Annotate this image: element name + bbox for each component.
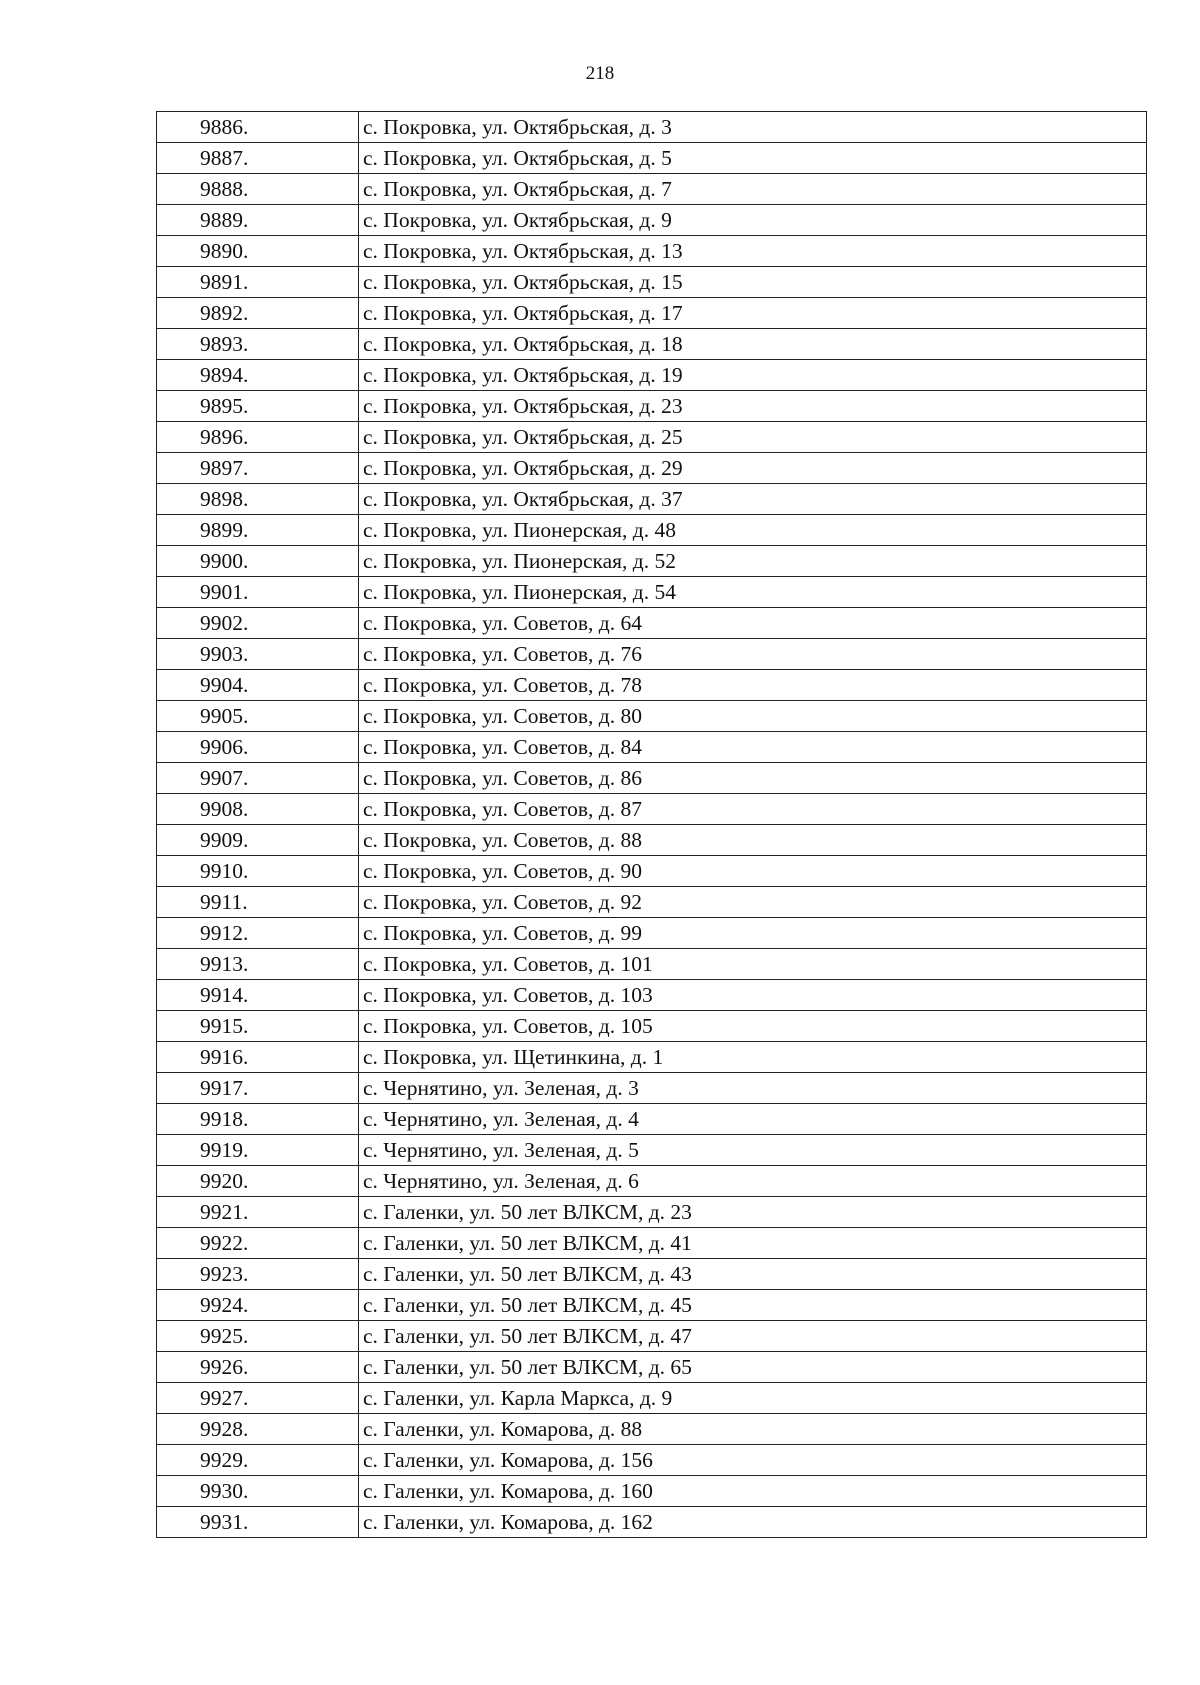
row-number-cell: 9913.: [157, 949, 359, 980]
row-number-cell: 9898.: [157, 484, 359, 515]
row-number-cell: 9908.: [157, 794, 359, 825]
address-cell: с. Покровка, ул. Советов, д. 99: [359, 918, 1147, 949]
row-number-cell: 9905.: [157, 701, 359, 732]
address-cell: с. Покровка, ул. Пионерская, д. 52: [359, 546, 1147, 577]
address-cell: с. Галенки, ул. Комарова, д. 160: [359, 1476, 1147, 1507]
row-number-cell: 9902.: [157, 608, 359, 639]
row-number-cell: 9931.: [157, 1507, 359, 1538]
address-cell: с. Галенки, ул. 50 лет ВЛКСМ, д. 41: [359, 1228, 1147, 1259]
row-number-cell: 9894.: [157, 360, 359, 391]
row-number-cell: 9890.: [157, 236, 359, 267]
row-number-cell: 9892.: [157, 298, 359, 329]
table-row: [157, 608, 1147, 639]
row-number-cell: 9919.: [157, 1135, 359, 1166]
address-cell: с. Покровка, ул. Советов, д. 64: [359, 608, 1147, 639]
address-cell: с. Галенки, ул. Комарова, д. 156: [359, 1445, 1147, 1476]
address-table-body: [157, 112, 1147, 1538]
table-row: [157, 1135, 1147, 1166]
table-row: [157, 360, 1147, 391]
table-row: [157, 484, 1147, 515]
row-number-cell: 9923.: [157, 1259, 359, 1290]
address-cell: с. Галенки, ул. 50 лет ВЛКСМ, д. 45: [359, 1290, 1147, 1321]
row-number-cell: 9918.: [157, 1104, 359, 1135]
address-cell: с. Покровка, ул. Советов, д. 103: [359, 980, 1147, 1011]
address-cell: с. Покровка, ул. Советов, д. 105: [359, 1011, 1147, 1042]
table-row: [157, 143, 1147, 174]
address-cell: с. Покровка, ул. Октябрьская, д. 18: [359, 329, 1147, 360]
row-number-cell: 9904.: [157, 670, 359, 701]
row-number-cell: 9888.: [157, 174, 359, 205]
address-cell: с. Покровка, ул. Октябрьская, д. 5: [359, 143, 1147, 174]
table-row: [157, 112, 1147, 143]
row-number-cell: 9907.: [157, 763, 359, 794]
address-cell: с. Покровка, ул. Октябрьская, д. 17: [359, 298, 1147, 329]
row-number-cell: 9930.: [157, 1476, 359, 1507]
address-cell: с. Покровка, ул. Советов, д. 101: [359, 949, 1147, 980]
row-number-cell: 9906.: [157, 732, 359, 763]
row-number-cell: 9896.: [157, 422, 359, 453]
row-number-cell: 9927.: [157, 1383, 359, 1414]
address-cell: с. Чернятино, ул. Зеленая, д. 3: [359, 1073, 1147, 1104]
row-number-cell: 9900.: [157, 546, 359, 577]
table-row: [157, 732, 1147, 763]
address-cell: с. Покровка, ул. Октябрьская, д. 9: [359, 205, 1147, 236]
table-row: [157, 1352, 1147, 1383]
table-row: [157, 763, 1147, 794]
row-number-cell: 9914.: [157, 980, 359, 1011]
row-number-cell: 9886.: [157, 112, 359, 143]
table-row: [157, 825, 1147, 856]
table-row: [157, 1011, 1147, 1042]
table-row: [157, 453, 1147, 484]
table-row: [157, 1414, 1147, 1445]
address-cell: с. Покровка, ул. Октябрьская, д. 37: [359, 484, 1147, 515]
address-cell: с. Покровка, ул. Пионерская, д. 48: [359, 515, 1147, 546]
row-number-cell: 9917.: [157, 1073, 359, 1104]
address-cell: с. Покровка, ул. Пионерская, д. 54: [359, 577, 1147, 608]
table-row: [157, 1476, 1147, 1507]
row-number-cell: 9920.: [157, 1166, 359, 1197]
table-row: [157, 236, 1147, 267]
row-number-cell: 9926.: [157, 1352, 359, 1383]
table-row: [157, 1507, 1147, 1538]
address-cell: с. Покровка, ул. Советов, д. 86: [359, 763, 1147, 794]
table-row: [157, 1228, 1147, 1259]
table-row: [157, 329, 1147, 360]
row-number-cell: 9921.: [157, 1197, 359, 1228]
table-row: [157, 391, 1147, 422]
table-row: [157, 918, 1147, 949]
table-row: [157, 1383, 1147, 1414]
address-cell: с. Галенки, ул. 50 лет ВЛКСМ, д. 43: [359, 1259, 1147, 1290]
row-number-cell: 9895.: [157, 391, 359, 422]
row-number-cell: 9887.: [157, 143, 359, 174]
table-row: [157, 298, 1147, 329]
address-cell: с. Покровка, ул. Советов, д. 88: [359, 825, 1147, 856]
table-row: [157, 174, 1147, 205]
row-number-cell: 9915.: [157, 1011, 359, 1042]
table-row: [157, 887, 1147, 918]
table-row: [157, 1166, 1147, 1197]
address-cell: с. Чернятино, ул. Зеленая, д. 5: [359, 1135, 1147, 1166]
row-number-cell: 9891.: [157, 267, 359, 298]
table-row: [157, 1104, 1147, 1135]
table-row: [157, 1073, 1147, 1104]
address-cell: с. Чернятино, ул. Зеленая, д. 6: [359, 1166, 1147, 1197]
row-number-cell: 9911.: [157, 887, 359, 918]
address-cell: с. Покровка, ул. Советов, д. 76: [359, 639, 1147, 670]
table-row: [157, 701, 1147, 732]
address-cell: с. Галенки, ул. Комарова, д. 88: [359, 1414, 1147, 1445]
address-cell: с. Покровка, ул. Советов, д. 84: [359, 732, 1147, 763]
address-cell: с. Покровка, ул. Советов, д. 90: [359, 856, 1147, 887]
table-row: [157, 1445, 1147, 1476]
address-cell: с. Галенки, ул. Карла Маркса, д. 9: [359, 1383, 1147, 1414]
table-row: [157, 1321, 1147, 1352]
row-number-cell: 9903.: [157, 639, 359, 670]
table-row: [157, 949, 1147, 980]
table-row: [157, 980, 1147, 1011]
table-row: [157, 577, 1147, 608]
row-number-cell: 9893.: [157, 329, 359, 360]
table-row: [157, 639, 1147, 670]
address-cell: с. Покровка, ул. Щетинкина, д. 1: [359, 1042, 1147, 1073]
row-number-cell: 9889.: [157, 205, 359, 236]
table-row: [157, 1197, 1147, 1228]
address-cell: с. Галенки, ул. Комарова, д. 162: [359, 1507, 1147, 1538]
table-row: [157, 856, 1147, 887]
address-cell: с. Покровка, ул. Октябрьская, д. 23: [359, 391, 1147, 422]
row-number-cell: 9924.: [157, 1290, 359, 1321]
address-table: [156, 111, 1147, 1538]
table-row: [157, 1290, 1147, 1321]
row-number-cell: 9912.: [157, 918, 359, 949]
table-row: [157, 794, 1147, 825]
row-number-cell: 9925.: [157, 1321, 359, 1352]
address-cell: с. Покровка, ул. Октябрьская, д. 19: [359, 360, 1147, 391]
row-number-cell: 9916.: [157, 1042, 359, 1073]
address-cell: с. Покровка, ул. Октябрьская, д. 7: [359, 174, 1147, 205]
table-row: [157, 422, 1147, 453]
row-number-cell: 9910.: [157, 856, 359, 887]
address-cell: с. Галенки, ул. 50 лет ВЛКСМ, д. 65: [359, 1352, 1147, 1383]
table-row: [157, 515, 1147, 546]
table-row: [157, 205, 1147, 236]
address-cell: с. Галенки, ул. 50 лет ВЛКСМ, д. 23: [359, 1197, 1147, 1228]
address-cell: с. Покровка, ул. Октябрьская, д. 15: [359, 267, 1147, 298]
row-number-cell: 9909.: [157, 825, 359, 856]
address-cell: с. Покровка, ул. Советов, д. 80: [359, 701, 1147, 732]
row-number-cell: 9899.: [157, 515, 359, 546]
address-cell: с. Покровка, ул. Советов, д. 87: [359, 794, 1147, 825]
table-row: [157, 546, 1147, 577]
table-row: [157, 670, 1147, 701]
address-cell: с. Чернятино, ул. Зеленая, д. 4: [359, 1104, 1147, 1135]
page-number: 218: [585, 63, 615, 84]
row-number-cell: 9928.: [157, 1414, 359, 1445]
table-row: [157, 1259, 1147, 1290]
address-cell: с. Покровка, ул. Советов, д. 78: [359, 670, 1147, 701]
address-cell: с. Покровка, ул. Советов, д. 92: [359, 887, 1147, 918]
address-cell: с. Галенки, ул. 50 лет ВЛКСМ, д. 47: [359, 1321, 1147, 1352]
row-number-cell: 9897.: [157, 453, 359, 484]
row-number-cell: 9922.: [157, 1228, 359, 1259]
address-cell: с. Покровка, ул. Октябрьская, д. 25: [359, 422, 1147, 453]
address-cell: с. Покровка, ул. Октябрьская, д. 13: [359, 236, 1147, 267]
address-cell: с. Покровка, ул. Октябрьская, д. 29: [359, 453, 1147, 484]
row-number-cell: 9929.: [157, 1445, 359, 1476]
address-cell: с. Покровка, ул. Октябрьская, д. 3: [359, 112, 1147, 143]
row-number-cell: 9901.: [157, 577, 359, 608]
table-row: [157, 1042, 1147, 1073]
table-row: [157, 267, 1147, 298]
